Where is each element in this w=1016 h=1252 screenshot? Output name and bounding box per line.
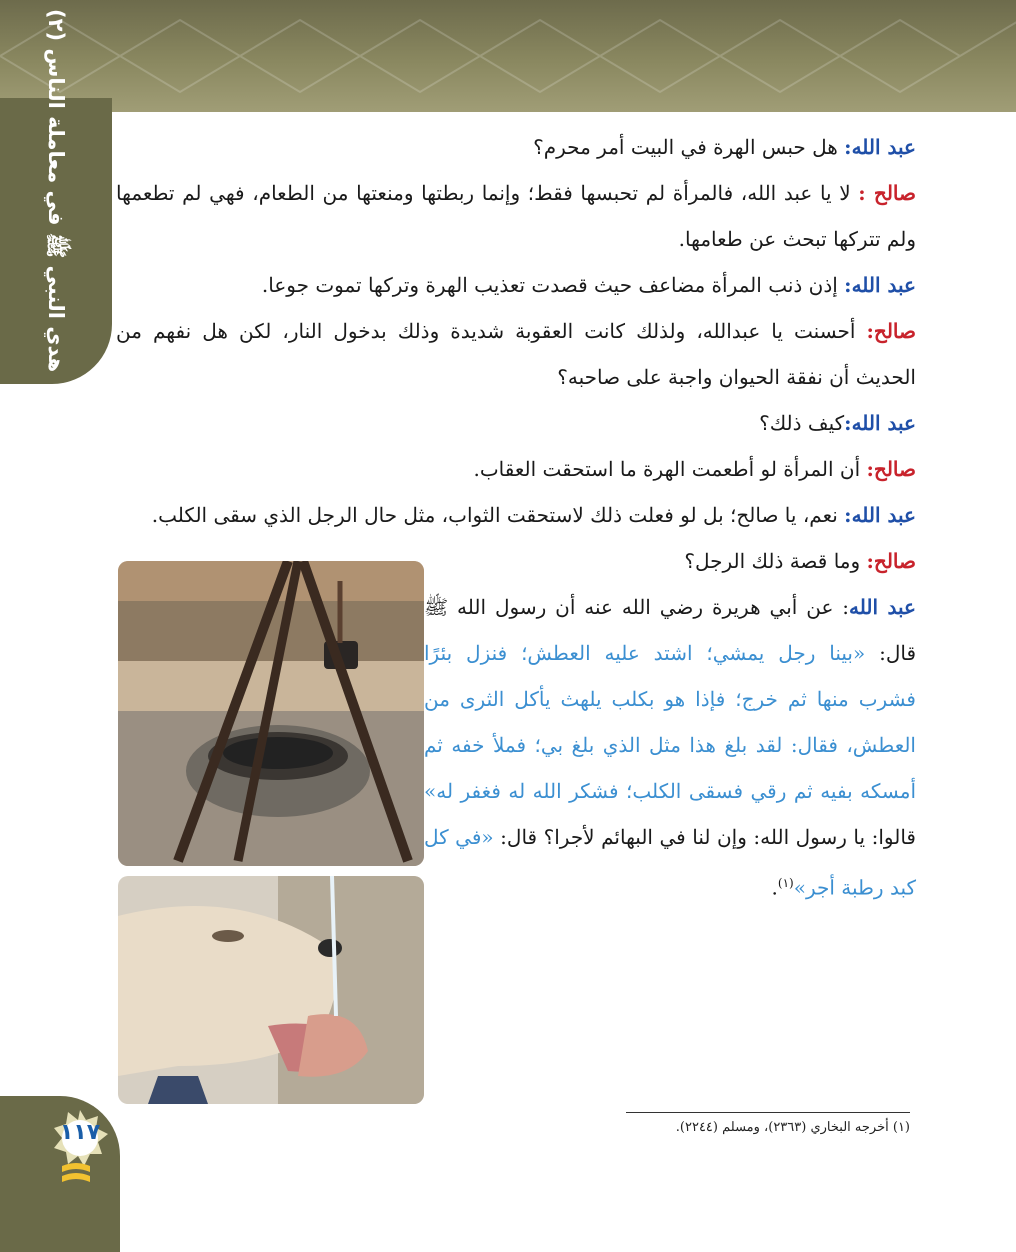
dialogue-text: كيف ذلك؟ [759, 411, 845, 435]
dialogue-list [116, 124, 916, 584]
speaker-name: صالح [873, 457, 916, 481]
hadith-intro: : عن أبي هريرة رضي الله عنه أن رسول الله ﷺ قال: [424, 595, 916, 665]
dialogue-text: وما قصة ذلك الرجل؟ [684, 549, 867, 573]
dialogue-line [116, 124, 916, 170]
dialogue-line [116, 262, 916, 308]
dialogue-line [116, 308, 916, 400]
publisher-logo-icon [56, 1160, 96, 1190]
speaker-name: عبد الله [849, 595, 916, 619]
speaker-name: صالح [873, 549, 916, 573]
dialogue-text: نعم، يا صالح؛ بل لو فعلت ذلك لاستحقت الثواب، مثل حال الرجل الذي سقى الكلب. [151, 503, 845, 527]
speaker-name: صالح [873, 319, 916, 343]
dog-drinking-photo [118, 876, 424, 1104]
hadith-quote: «بينا رجل يمشي؛ اشتد عليه العطش؛ فنزل بئرًا فشرب منها ثم خرج؛ فإذا هو بكلب يلهث يأكل الثرى من العطش، فقال: لقد بلغ هذا مثل الذي بلغ بي؛ فملأ خفه ثم أمسكه بفيه ثم رقي فسقى الكلب؛ فشكر الله له فغفر له» [424, 641, 916, 803]
hadith-mid: قالوا: يا رسول الله: وإن لنا في البهائم لأجرا؟ قال: [493, 825, 916, 849]
dialogue-text: أن المرأة لو أطعمت الهرة ما استحقت العقاب. [473, 457, 867, 481]
speaker-separator: : [866, 549, 874, 573]
speaker-name: عبد الله [851, 135, 916, 159]
chapter-title: هدي النبي ﷺ في معاملة الناس (٢) [44, 8, 68, 372]
speaker-separator: : [844, 135, 852, 159]
speaker-separator: : [844, 273, 852, 297]
geometric-pattern-decoration [0, 0, 1016, 112]
speaker-name: صالح [873, 181, 916, 205]
hadith-end: . [771, 875, 778, 900]
speaker-separator: : [844, 411, 852, 435]
dialogue-text: أحسنت يا عبدالله، ولذلك كانت العقوبة شديدة وذلك بدخول النار، لكن هل نفهم من الحديث أن نفقة الحيوان واجبة على صاحبه؟ [116, 319, 916, 389]
dialogue-text: لا يا عبد الله، فالمرأة لم تحبسها فقط؛ وإنما ربطتها ومنعتها من الطعام، فهي لم تطعمها ولم تتركها تبحث عن طعامها. [116, 181, 916, 251]
hadith-quote-2: «في كل كبد رطبة أجر» [424, 825, 916, 900]
speaker-separator: : [866, 457, 874, 481]
dialogue-line [116, 400, 916, 446]
dialogue-line [116, 170, 916, 262]
dialogue-line [116, 446, 916, 492]
page-number: ١١٧ [59, 1120, 101, 1145]
speaker-name: عبد الله [851, 273, 916, 297]
footnote-divider [626, 1112, 910, 1113]
dialogue-line [116, 492, 916, 538]
dialogue-text: هل حبس الهرة في البيت أمر محرم؟ [533, 135, 845, 159]
speaker-separator: : [844, 503, 852, 527]
speaker-name: عبد الله [851, 411, 916, 435]
well-photo [118, 561, 424, 866]
speaker-name: عبد الله [851, 503, 916, 527]
dialogue-text: إذن ذنب المرأة مضاعف حيث قصدت تعذيب الهرة وتركها تموت جوعا. [261, 273, 845, 297]
footnote: (١) أخرجه البخاري (٢٣٦٣)، ومسلم (٢٢٤٤). [675, 1120, 910, 1135]
footnote-marker: (١) [777, 876, 794, 890]
speaker-separator: : [866, 319, 874, 343]
speaker-separator: : [858, 181, 874, 205]
